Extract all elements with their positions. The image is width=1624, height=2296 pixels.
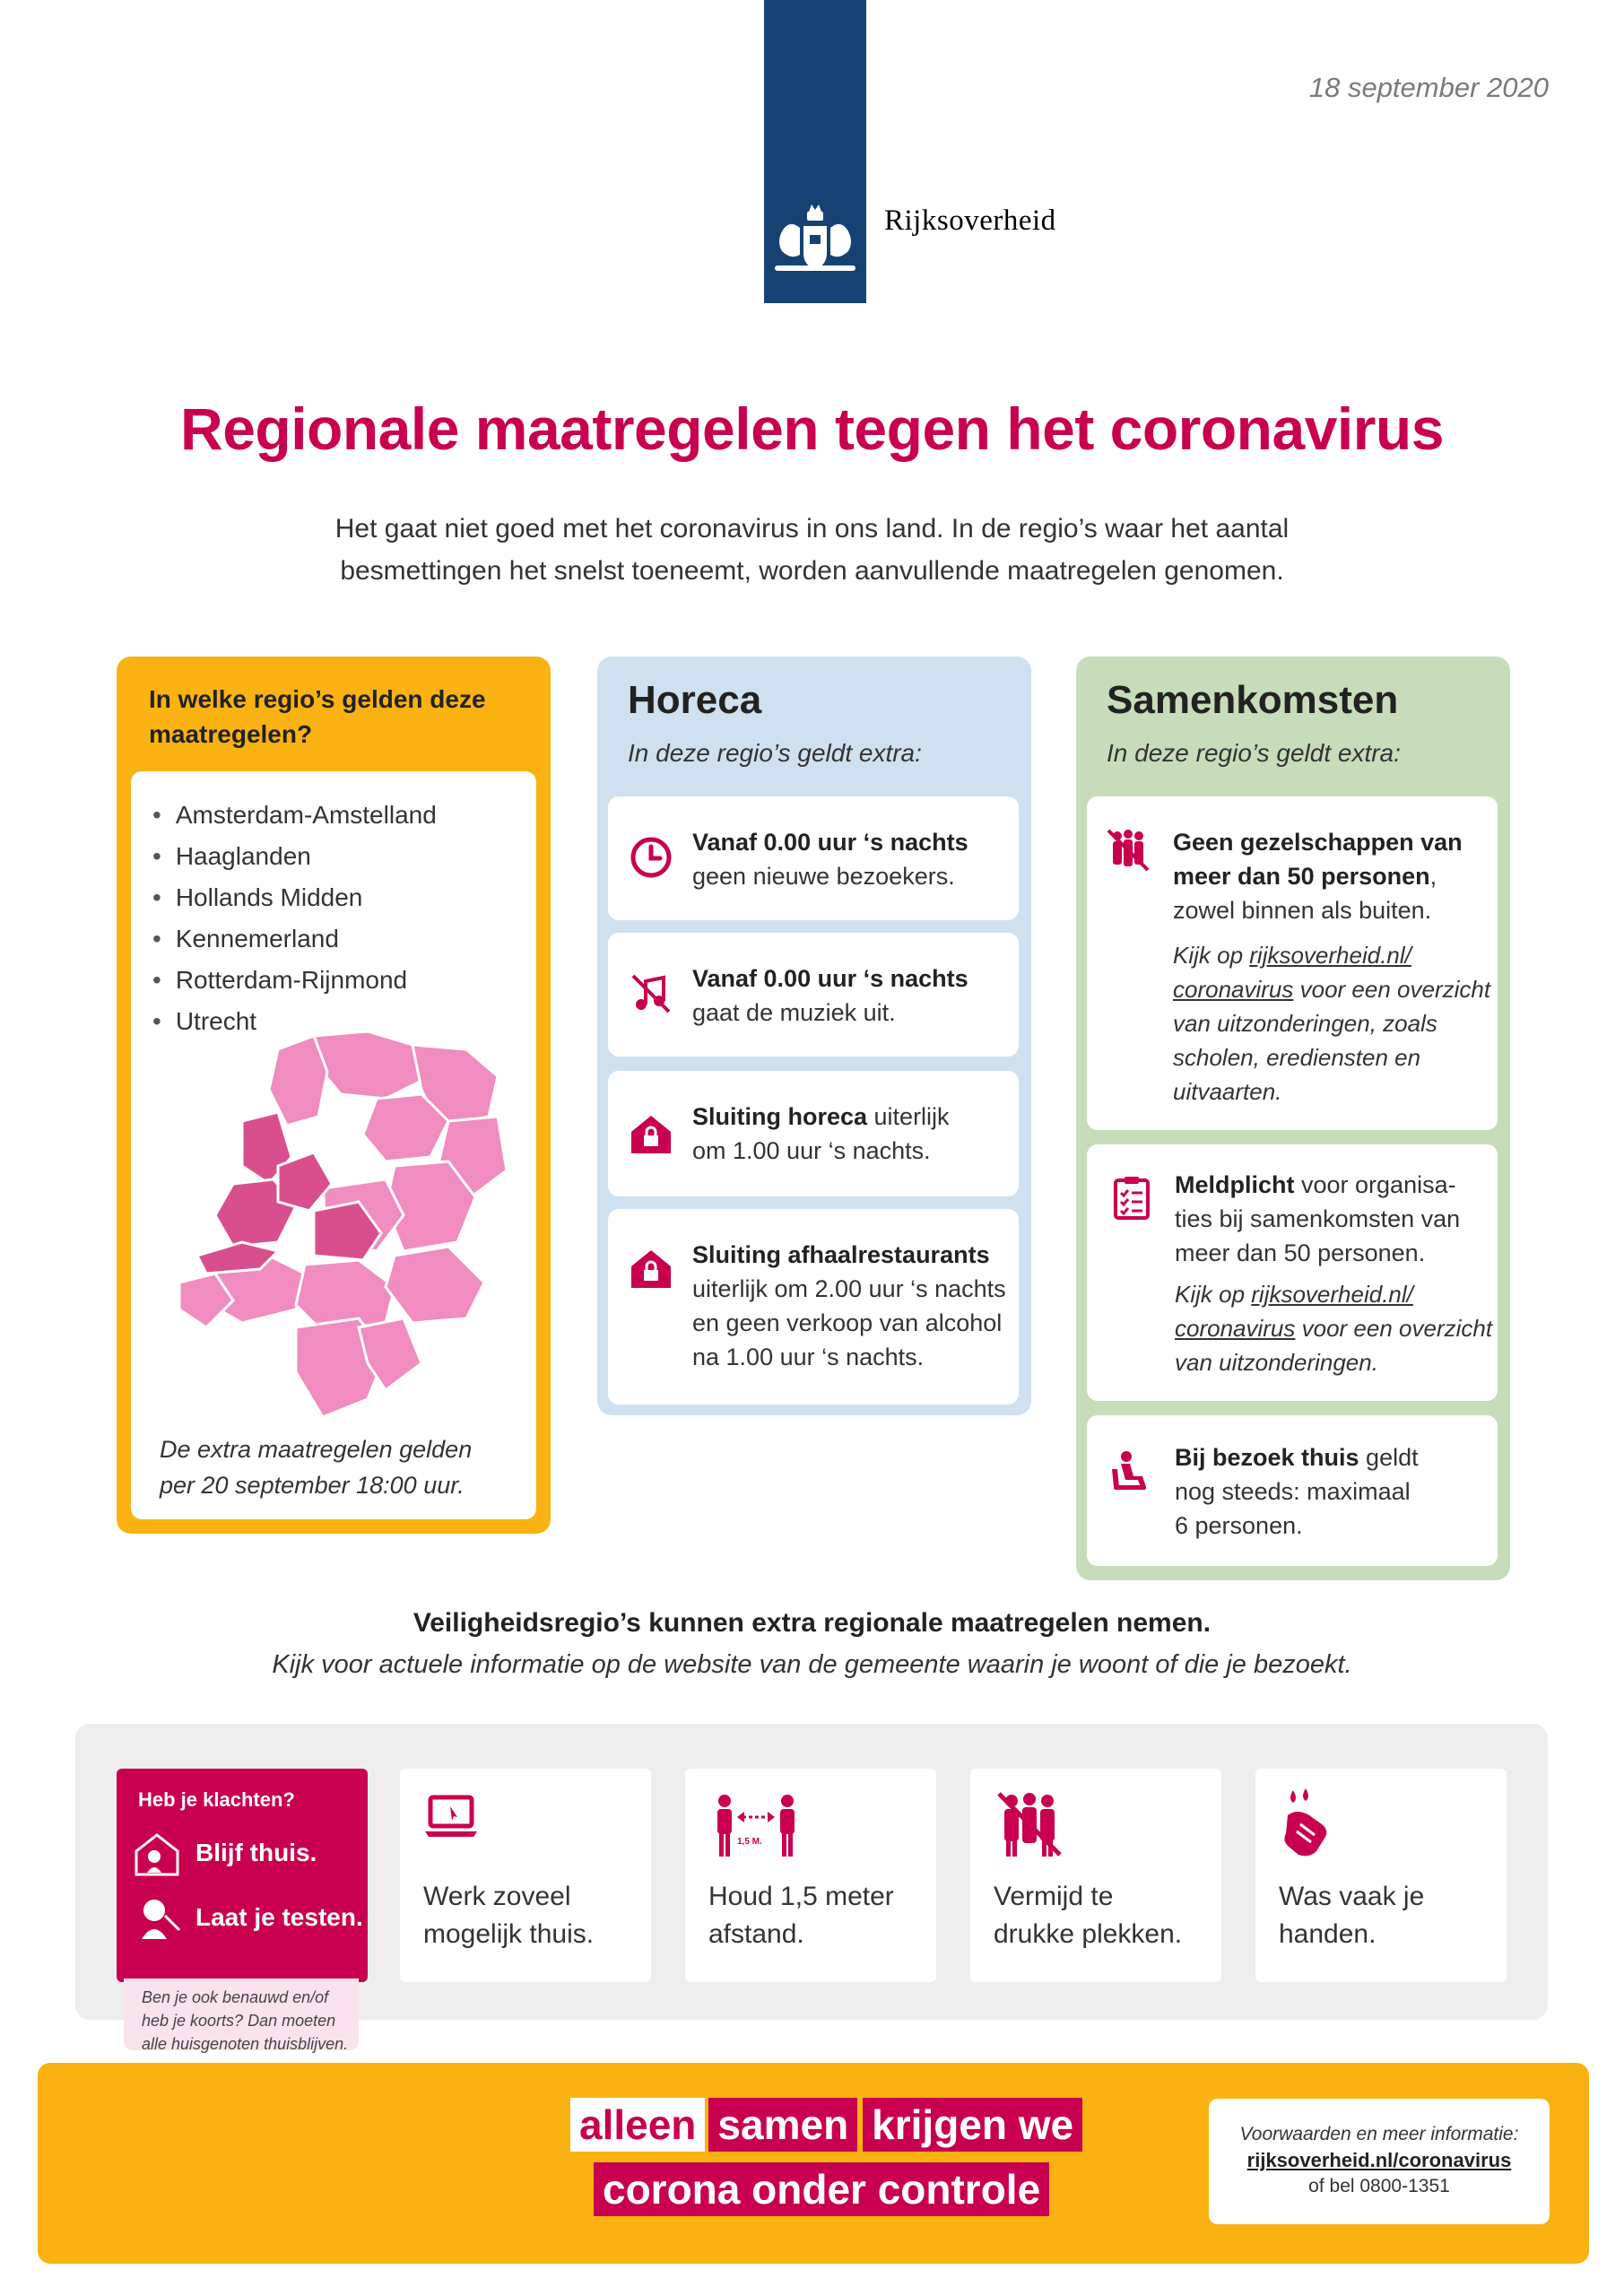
horeca-subtitle: In deze regio’s geldt extra: <box>628 739 922 767</box>
info-text: Voorwaarden en meer informatie: <box>1239 2124 1519 2144</box>
no-crowd-icon <box>1105 827 1151 874</box>
slogan-word: alleen <box>570 2098 705 2152</box>
rijksoverheid-link[interactable]: rijksoverheid.nl/ <box>1249 942 1411 969</box>
list-item: • Kennemerland <box>152 918 437 960</box>
samenkomsten-card-text: Meldplicht voor organisa- ties bij samenkomsten van meer dan 50 personen. <box>1175 1171 1461 1266</box>
locked-house-icon <box>628 1245 674 1292</box>
rijksoverheid-link[interactable]: rijksoverheid.nl/ <box>1251 1281 1413 1308</box>
get-tested-label: Laat je testen. <box>195 1903 363 1931</box>
slogan-word: corona onder controle <box>594 2162 1049 2216</box>
house-cough-icon <box>133 1830 181 1878</box>
slogan-word: samen <box>708 2098 857 2152</box>
music-off-icon <box>628 970 674 1017</box>
distance-icon <box>714 1794 798 1858</box>
region-list <box>152 795 437 1042</box>
list-item: • Amsterdam-Amstelland <box>152 795 437 836</box>
info-link[interactable]: rijksoverheid.nl/coronavirus <box>1246 2149 1512 2171</box>
map-note: De extra maatregelen gelden per 20 september 18:00 uur. <box>160 1436 473 1499</box>
horeca-card-text: Sluiting afhaalrestaurants uiterlijk om 2.00 uur ‘s nachts en geen verkoop van alcohol na 1.00 uur ‘s nachts. <box>692 1241 1006 1370</box>
samenkomsten-link-text: Kijk op rijksoverheid.nl/ coronavirus voor een overzicht van uitzonderingen. <box>1175 1281 1493 1376</box>
complaints-heading: Heb je klachten? <box>138 1788 295 1811</box>
tip-text: Vermijd te drukke plekken. <box>994 1882 1183 1949</box>
list-item: • Utrecht <box>152 1001 437 1042</box>
safety-region-heading: Veiligheidsregio’s kunnen extra regionale maatregelen nemen. <box>413 1608 1211 1638</box>
slogan-line1 <box>570 2099 1082 2151</box>
list-item: • Hollands Midden <box>152 877 437 918</box>
samenkomsten-link-text: Kijk op rijksoverheid.nl/ coronavirus voor een overzicht van uitzonderingen, zoals scholen, erediensten en uitvaarten. <box>1173 942 1491 1105</box>
coronavirus-link[interactable]: coronavirus <box>1173 976 1294 1003</box>
intro-text: Het gaat niet goed met het coronavirus in ons land. In de regio’s waar het aantal besmettingen het snelst toeneemt, worden aanvullende maatregelen genomen. <box>334 514 1290 586</box>
slogan-line2 <box>594 2163 1049 2215</box>
complaints-note-text: Ben je ook benauwd en/of heb je koorts? Dan moeten alle huisgenoten thuisblijven. <box>142 1988 349 2053</box>
coat-of-arms-icon <box>769 199 861 276</box>
horeca-title: Horeca <box>628 678 762 722</box>
tip-text: Houd 1,5 meter afstand. <box>708 1882 894 1949</box>
safety-region-subtext: Kijk voor actuele informatie op de website van de gemeente waarin je woont of die je bezoekt. <box>272 1650 1352 1679</box>
armchair-person-icon <box>1107 1449 1153 1496</box>
slogan-word: krijgen we <box>863 2098 1082 2152</box>
regions-heading: In welke regio’s gelden deze maatregelen? <box>149 685 486 748</box>
samenkomsten-card-text: Bij bezoek thuis geldt nog steeds: maximaal 6 personen. <box>1175 1444 1419 1539</box>
netherlands-map <box>179 1031 511 1417</box>
samenkomsten-card-text: Geen gezelschappen van meer dan 50 personen, zowel binnen als buiten. <box>1173 829 1463 924</box>
tip-text: Werk zoveel mogelijk thuis. <box>423 1882 595 1949</box>
info-phone: of bel 0800-1351 <box>1308 2176 1450 2196</box>
test-swab-icon <box>133 1894 181 1943</box>
laptop-icon <box>423 1794 479 1840</box>
checklist-icon <box>1108 1175 1155 1222</box>
page-title: Regionale maatregelen tegen het coronavirus <box>180 396 1444 462</box>
list-item: • Rotterdam-Rijnmond <box>152 960 437 1001</box>
samenkomsten-subtitle: In deze regio’s geldt extra: <box>1107 739 1401 767</box>
wash-hands-icon <box>1282 1788 1340 1858</box>
distance-badge: 1,5 M. <box>737 1837 762 1847</box>
horeca-card-text: Vanaf 0.00 uur ‘s nachts gaat de muziek uit. <box>692 965 968 1026</box>
clock-icon <box>628 834 674 881</box>
stay-home-label: Blijf thuis. <box>195 1839 317 1866</box>
publication-date: 18 september 2020 <box>1308 72 1549 103</box>
list-item: • Haaglanden <box>152 836 437 877</box>
tip-text: Was vaak je handen. <box>1279 1882 1425 1949</box>
coronavirus-link[interactable]: coronavirus <box>1175 1315 1296 1342</box>
horeca-card-text: Vanaf 0.00 uur ‘s nachts geen nieuwe bezoekers. <box>692 829 968 890</box>
locked-house-icon <box>628 1110 674 1157</box>
no-crowd-icon <box>995 1790 1064 1858</box>
logo-text: Rijksoverheid <box>884 204 1056 237</box>
horeca-card-text: Sluiting horeca uiterlijk om 1.00 uur ‘s nachts. <box>692 1103 950 1164</box>
samenkomsten-title: Samenkomsten <box>1107 678 1399 722</box>
info-box <box>1209 2099 1550 2224</box>
